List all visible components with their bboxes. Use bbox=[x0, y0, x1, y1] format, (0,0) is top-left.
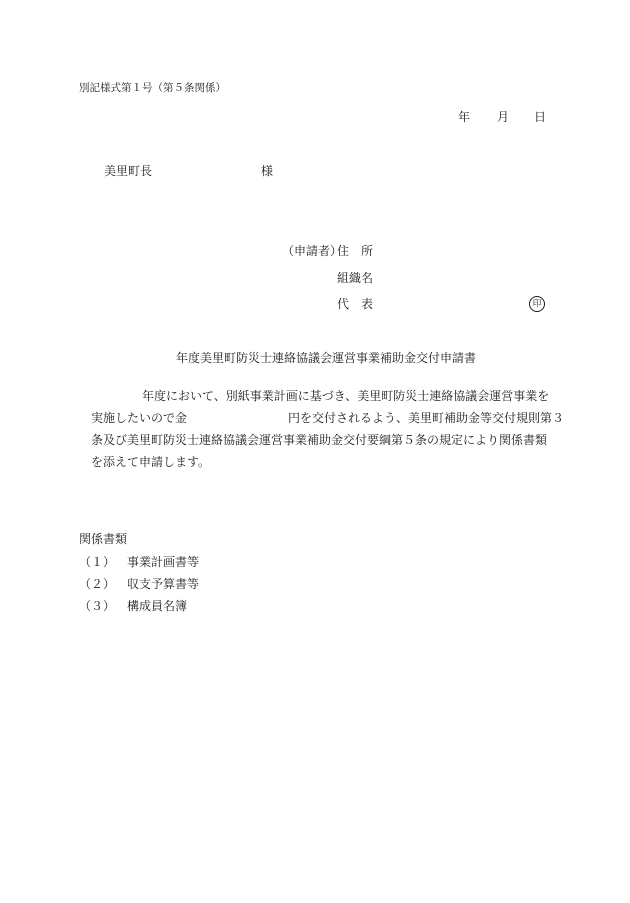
document-title: 年度美里町防災士連絡協議会運営事業補助金交付申請書 bbox=[176, 351, 477, 365]
date-month: 月 bbox=[497, 110, 510, 124]
form-number: 別記様式第１号（第５条関係） bbox=[79, 82, 226, 94]
body-line-3: 条及び美里町防災士連絡協議会運営事業補助金交付要綱第５条の規定により関係書類 bbox=[91, 433, 548, 447]
body-line-2b: 円を交付されるよう、美里町補助金等交付規則第３ bbox=[288, 411, 565, 425]
related-documents-heading: 関係書類 bbox=[79, 532, 128, 546]
representative-label: 代 表 bbox=[337, 297, 374, 311]
item-number: （２） bbox=[79, 577, 116, 591]
addressee-honorific: 様 bbox=[261, 164, 274, 178]
item-number: （１） bbox=[79, 555, 116, 569]
item-label: 収支予算書等 bbox=[127, 577, 200, 591]
date-day: 日 bbox=[534, 110, 547, 124]
body-line-4: を添えて申請します。 bbox=[91, 455, 211, 469]
applicant-label: （申請者） bbox=[282, 244, 343, 258]
item-number: （３） bbox=[79, 599, 116, 613]
address-label: 住 所 bbox=[337, 244, 374, 258]
organization-label: 組織名 bbox=[337, 271, 374, 285]
item-label: 構成員名簿 bbox=[127, 599, 188, 613]
item-label: 事業計画書等 bbox=[127, 555, 200, 569]
date-year: 年 bbox=[458, 110, 471, 124]
body-line-2a: 実施したいので金 bbox=[91, 411, 188, 425]
addressee-name: 美里町長 bbox=[104, 164, 153, 178]
body-line-1: 年度において、別紙事業計画に基づき、美里町防災士連絡協議会運営事業を bbox=[142, 389, 550, 403]
seal-mark: 印 bbox=[529, 296, 545, 312]
